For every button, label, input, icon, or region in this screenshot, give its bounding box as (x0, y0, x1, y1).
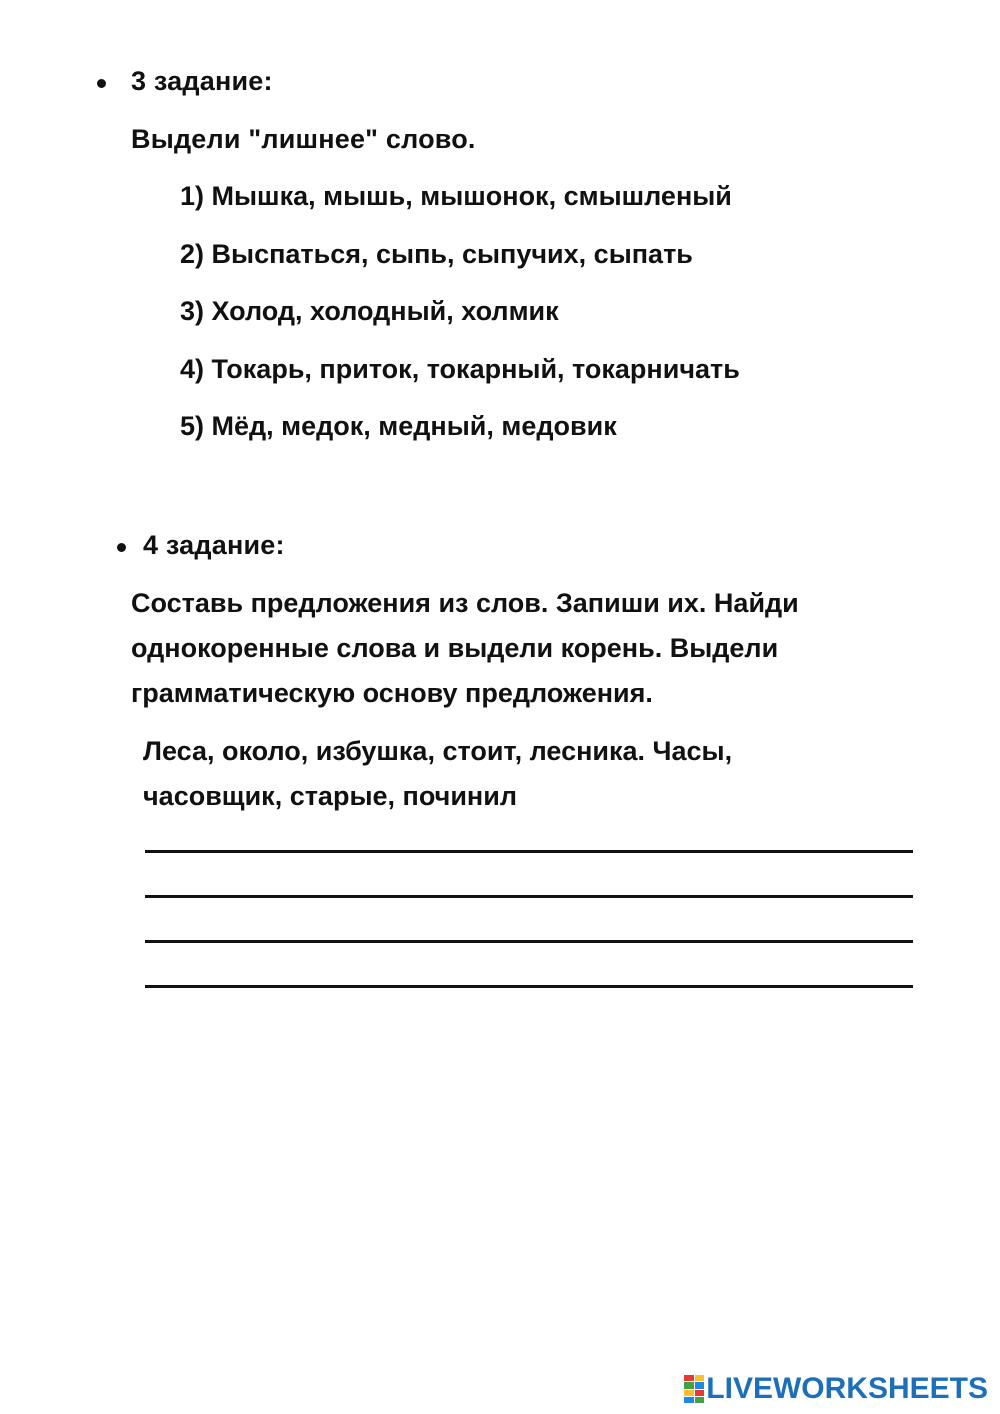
task3-heading: 3 задание: (131, 66, 273, 96)
answer-line-3[interactable] (145, 940, 913, 943)
task3-item-1: 1) Мышка, мышь, мышонок, смышленый (180, 181, 732, 211)
task4-instruction (131, 581, 799, 716)
answer-line-2[interactable] (145, 895, 913, 898)
task4-instruction-line: Составь предложения из слов. Запиши их. Найди (131, 588, 799, 618)
task3-item-5: 5) Мёд, медок, медный, медовик (180, 411, 617, 441)
task4-words (143, 729, 732, 819)
task3-item-2: 2) Выспаться, сыпь, сыпучих, сыпать (180, 239, 693, 269)
task4-instruction-line: грамматическую основу предложения. (131, 678, 653, 708)
liveworksheets-logo (684, 1372, 988, 1406)
task4-instruction-line: однокоренные слова и выдели корень. Выдели (131, 633, 779, 663)
task4-heading: 4 задание: (143, 530, 285, 560)
task3-bullet-icon (97, 79, 106, 88)
task3-item-3: 3) Холод, холодный, холмик (180, 296, 559, 326)
task3-instruction: Выдели "лишнее" слово. (131, 124, 476, 154)
answer-line-4[interactable] (145, 985, 913, 988)
liveworksheets-logo-text: LIVEWORKSHEETS (706, 1372, 988, 1405)
answer-line-1[interactable] (145, 850, 913, 853)
task4-bullet-icon (117, 543, 126, 552)
liveworksheets-logo-icon (684, 1375, 704, 1403)
task3-item-4: 4) Токарь, приток, токарный, токарничать (180, 354, 740, 384)
task4-words-line: Леса, около, избушка, стоит, лесника. Часы, (143, 736, 733, 766)
task4-words-line: часовщик, старые, починил (143, 781, 517, 811)
